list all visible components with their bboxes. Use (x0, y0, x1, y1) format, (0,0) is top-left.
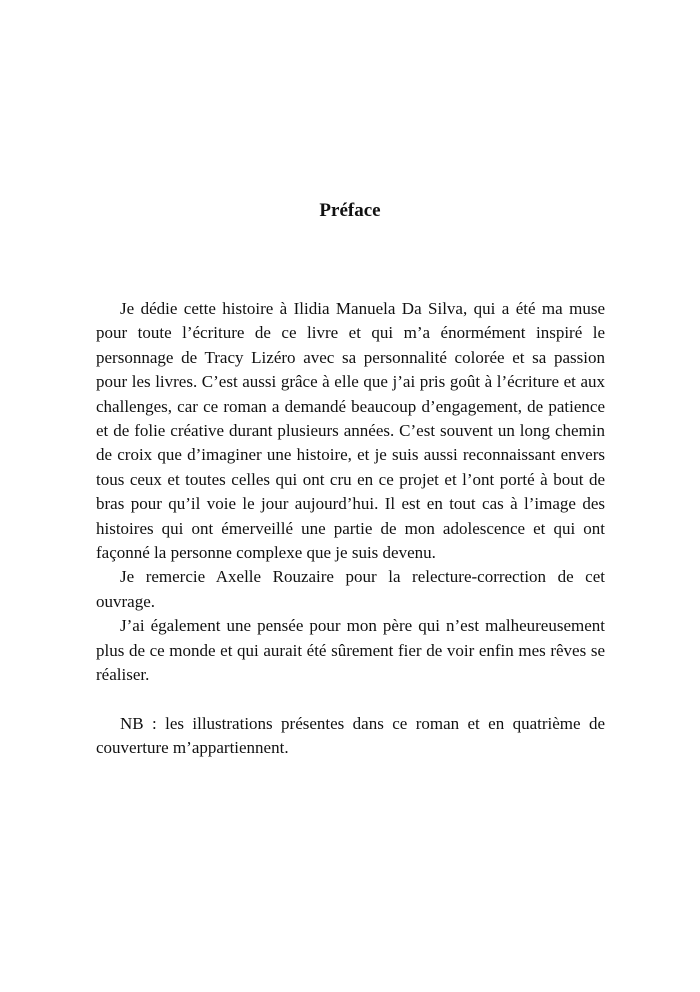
preface-body (96, 297, 605, 761)
paragraph-father: J’ai également une pensée pour mon père qui n’est malheureusement plus de ce monde et qui aurait été sûrement fier de voir enfin mes rêves se réaliser. (96, 616, 605, 685)
paragraph-note: NB : les illustrations présentes dans ce roman et en quatrième de couverture m’appartiennent. (96, 713, 605, 758)
paragraph-acknowledgement: Je remercie Axelle Rouzaire pour la relecture-correction de cet ouvrage. (96, 567, 605, 611)
paragraph-dedication: Je dédie cette histoire à Ilidia Manuela Da Silva, qui a été ma muse pour toute l’écriture de ce livre et qui m’a énormément inspiré le personnage de Tracy Lizéro avec sa personnalité colorée et sa passion pour les livres. C’est aussi grâce à elle que j’ai pris goût à l’écriture et aux challenges, car ce roman a demandé beaucoup d’engagement, de patience et de folie créative durant plusieurs années. C’est souvent un long chemin de croix que d’imaginer une histoire, et je suis aussi reconnaissant envers tous ceux et toutes celles qui ont cru en ce projet et l’ont porté à bout de bras pour qu’il voie le jour aujourd’hui. Il est en tout cas à l’image des histoires qui ont émerveillé une partie de mon adolescence et qui ont façonné la personne complexe que je suis devenu. (96, 299, 605, 563)
page-title: Préface (319, 200, 381, 221)
